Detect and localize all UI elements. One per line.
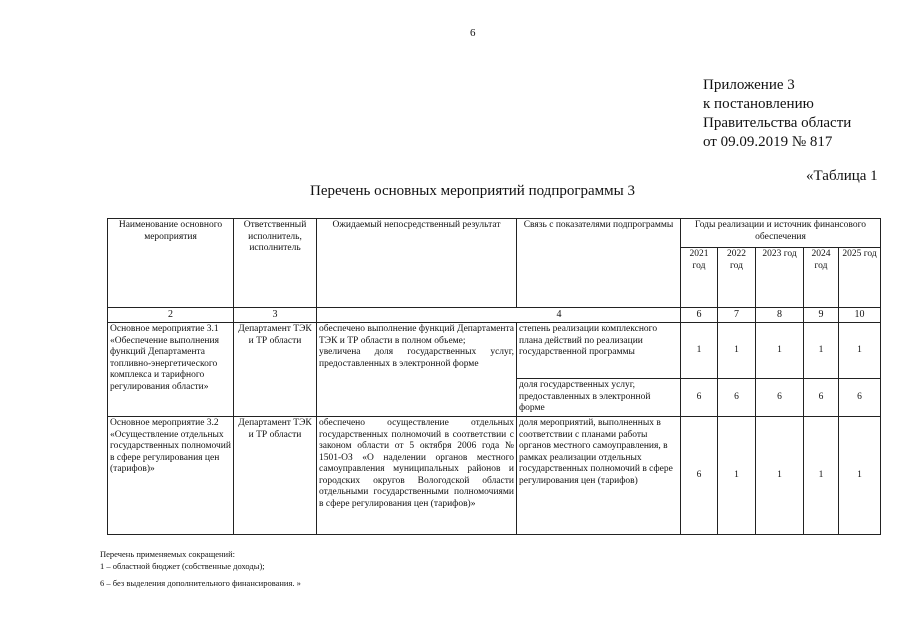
row2-responsible: Департамент ТЭК и ТР области [234,417,317,535]
row2-name: Основное мероприятие 3.2 «Осуществление отдельных государственных полномочий в сфере регулирования цен (тарифов)» [108,417,234,535]
row2-value-2021: 6 [681,417,718,535]
row2-value-2024: 1 [804,417,839,535]
row1-value-2023: 1 [756,323,804,379]
row1-value-2021: 1 [681,323,718,379]
column-number: 9 [804,308,839,323]
header-year-2022: 2022 год [718,248,756,308]
row1-result-2: увеличена доля государственных услуг, предоставленных в электронной форме [319,347,514,369]
header-name: Наименование основного мероприятия [108,219,234,308]
table-row [108,417,881,535]
abbreviation-note-1: 1 – областной бюджет (собственные доходы); [100,561,265,571]
column-number: 6 [681,308,718,323]
table-row [108,323,881,379]
column-number: 2 [108,308,234,323]
row1-link-2: доля государственных услуг, предоставленных в электронной форме [517,379,681,417]
header-link: Связь с показателями подпрограммы [517,219,681,308]
appendix-line-2: к постановлению [703,96,814,112]
column-number: 8 [756,308,804,323]
row2-value-2025: 1 [839,417,881,535]
column-number: 4 [517,308,681,323]
abbreviation-note-2: 6 – без выделения дополнительного финансирования. » [100,578,301,588]
header-row [108,219,881,248]
row1-value-2022: 1 [718,323,756,379]
row1-responsible: Департамент ТЭК и ТР области [234,323,317,417]
appendix-line-1: Приложение 3 [703,77,795,93]
table-label: «Таблица 1 [806,168,878,184]
row2-link: доля мероприятий, выполненных в соответствии с планами работы органов местного самоуправления, в рамках реализации отдельных государственных полномочий в сфере регулирования цен (тарифов) [517,417,681,535]
activities-table [107,218,881,535]
abbreviations-heading: Перечень применяемых сокращений: [100,549,236,559]
column-number: 3 [234,308,317,323]
column-number: 7 [718,308,756,323]
header-years-group: Годы реализации и источник финансового обеспечения [681,219,881,248]
header-result: Ожидаемый непосредственный результат [317,219,517,308]
row1-value-2024: 1 [804,323,839,379]
appendix-block [703,76,851,152]
page-number: 6 [470,27,476,39]
row1-link-1: степень реализации комплексного плана действий по реализации государственной программы [517,323,681,379]
appendix-line-3: Правительства области [703,115,852,131]
column-numbers-row [108,308,881,323]
row1b-value-2022: 6 [718,379,756,417]
appendix-line-4: от 09.09.2019 № 817 [703,134,833,150]
header-responsible: Ответственный исполнитель, исполнитель [234,219,317,308]
header-year-2024: 2024 год [804,248,839,308]
page-title: Перечень основных мероприятий подпрограммы 3 [310,183,635,199]
row1-name: Основное мероприятие 3.1 «Обеспечение выполнения функций Департамента топливно-энергетического комплекса и тарифного регулирования области» [108,323,234,417]
header-year-2025: 2025 год [839,248,881,308]
row1b-value-2024: 6 [804,379,839,417]
header-year-2021: 2021 год [681,248,718,308]
row1-value-2025: 1 [839,323,881,379]
row1b-value-2023: 6 [756,379,804,417]
row1b-value-2021: 6 [681,379,718,417]
header-year-2023: 2023 год [756,248,804,308]
row2-value-2022: 1 [718,417,756,535]
row2-result: обеспечено осуществление отдельных государственных полномочий в соответствии с законом области от 5 октября 2006 года № 1501-ОЗ «О наделении органов местного самоуправления муниципальных районов и городских округов Вологодской области отдельными государственными полномочиями в сфере регулирования цен (тарифов)» [317,417,517,535]
row1b-value-2025: 6 [839,379,881,417]
row1-result [317,323,517,417]
row2-value-2023: 1 [756,417,804,535]
row1-result-1: обеспечено выполнение функций Департамента ТЭК и ТР области в полном объеме; [319,324,514,346]
column-number: 10 [839,308,881,323]
